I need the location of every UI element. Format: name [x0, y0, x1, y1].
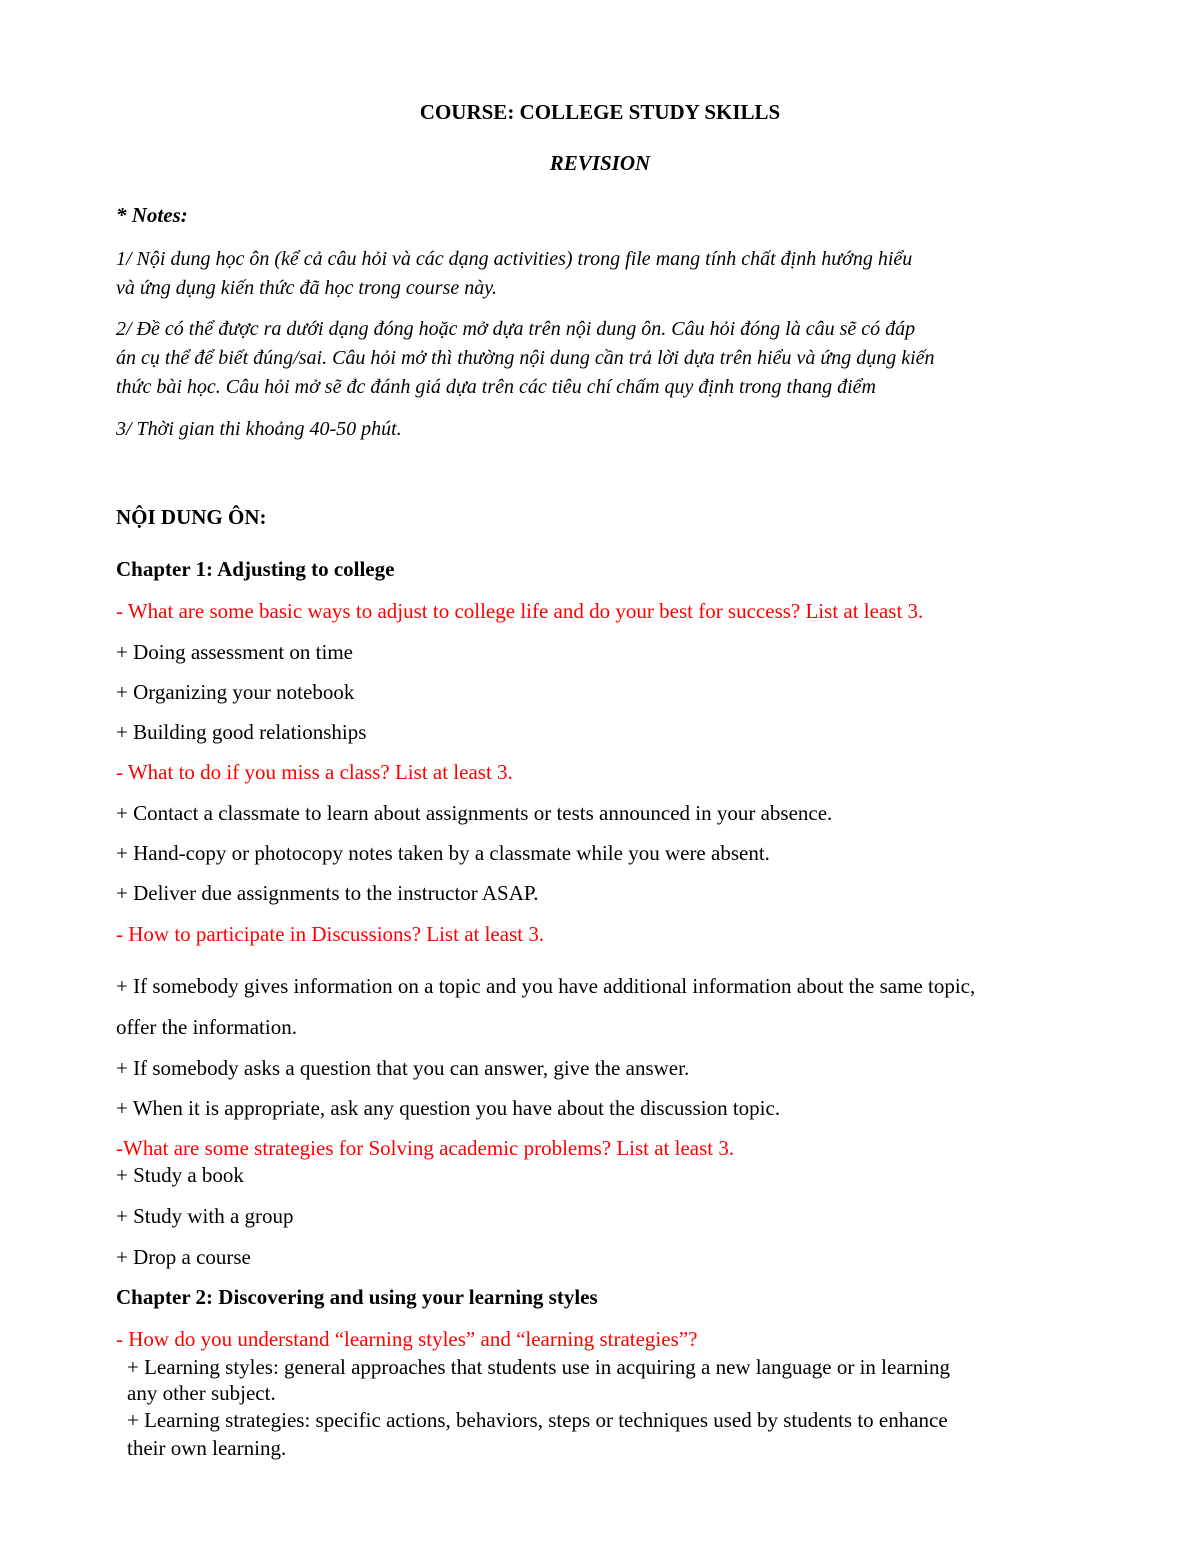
note-2-line-3: thức bài học. Câu hỏi mở sẽ đc đánh giá dựa trên các tiêu chí chấm quy định trong thang điểm	[116, 376, 876, 398]
ch1-question-4: -What are some strategies for Solving academic problems? List at least 3.	[116, 1136, 735, 1160]
revision-subtitle: REVISION	[549, 151, 651, 175]
chapter-2-label: Chapter 2	[116, 1285, 207, 1309]
content-heading: NỘI DUNG ÔN:	[116, 505, 267, 529]
ch2-question-1: - How do you understand “learning styles” and “learning strategies”?	[116, 1327, 698, 1351]
note-1-line-1: 1/ Nội dung học ôn (kể cả câu hỏi và các dạng activities) trong file mang tính chất định hướng hiểu	[116, 248, 913, 270]
chapter-1-title: Adjusting to college	[217, 557, 395, 581]
ch1-q4-answer-2: + Study with a group	[116, 1204, 294, 1228]
notes-heading: * Notes:	[116, 203, 188, 227]
ch1-q1-answer-2: + Organizing your notebook	[116, 680, 355, 704]
ch2-q1-answer-1-cont: any other subject.	[127, 1381, 276, 1405]
ch2-q1-answer-1: + Learning styles: general approaches that students use in acquiring a new language or in learning	[127, 1355, 950, 1379]
ch1-q2-answer-3: + Deliver due assignments to the instructor ASAP.	[116, 881, 539, 905]
note-1-line-2: và ứng dụng kiến thức đã học trong course này.	[116, 277, 498, 299]
ch1-q3-answer-2: + If somebody asks a question that you can answer, give the answer.	[116, 1056, 690, 1080]
ch1-question-3: - How to participate in Discussions? List at least 3.	[116, 922, 545, 946]
ch1-q2-answer-2: + Hand-copy or photocopy notes taken by a classmate while you were absent.	[116, 841, 770, 865]
note-2-line-1: 2/ Đề có thể được ra dưới dạng đóng hoặc mở dựa trên nội dung ôn. Câu hỏi đóng là câu sẽ có đáp	[116, 318, 916, 340]
ch1-q3-answer-1: + If somebody gives information on a topic and you have additional information about the same topic,	[116, 974, 976, 998]
ch1-q4-answer-3: + Drop a course	[116, 1245, 251, 1269]
ch1-q4-answer-1: + Study a book	[116, 1163, 244, 1187]
course-title: COURSE: COLLEGE STUDY SKILLS	[419, 100, 781, 124]
ch1-q2-answer-1: + Contact a classmate to learn about assignments or tests announced in your absence.	[116, 801, 833, 825]
chapter-2-title: : Discovering and using your learning styles	[206, 1285, 598, 1309]
ch1-question-1: - What are some basic ways to adjust to college life and do your best for success? List at least 3.	[116, 599, 924, 623]
ch1-q3-answer-1-cont: offer the information.	[116, 1015, 297, 1039]
ch1-q1-answer-1: + Doing assessment on time	[116, 640, 353, 664]
note-3: 3/ Thời gian thi khoảng 40-50 phút.	[116, 418, 402, 440]
ch1-question-2: - What to do if you miss a class? List at least 3.	[116, 760, 513, 784]
ch1-q3-answer-3: + When it is appropriate, ask any question you have about the discussion topic.	[116, 1096, 781, 1120]
chapter-1-label: Chapter 1:	[116, 557, 218, 581]
note-2-line-2: án cụ thể để biết đúng/sai. Câu hỏi mở thì thường nội dung cần trả lời dựa trên hiểu và ứng dụng kiến	[116, 347, 935, 369]
ch1-q1-answer-3: + Building good relationships	[116, 720, 367, 744]
ch2-q1-answer-2: + Learning strategies: specific actions, behaviors, steps or techniques used by students to enhance	[127, 1408, 948, 1432]
ch2-q1-answer-2-cont: their own learning.	[127, 1436, 287, 1460]
chapter-2-heading	[116, 1284, 598, 1310]
chapter-1-heading	[116, 556, 394, 582]
